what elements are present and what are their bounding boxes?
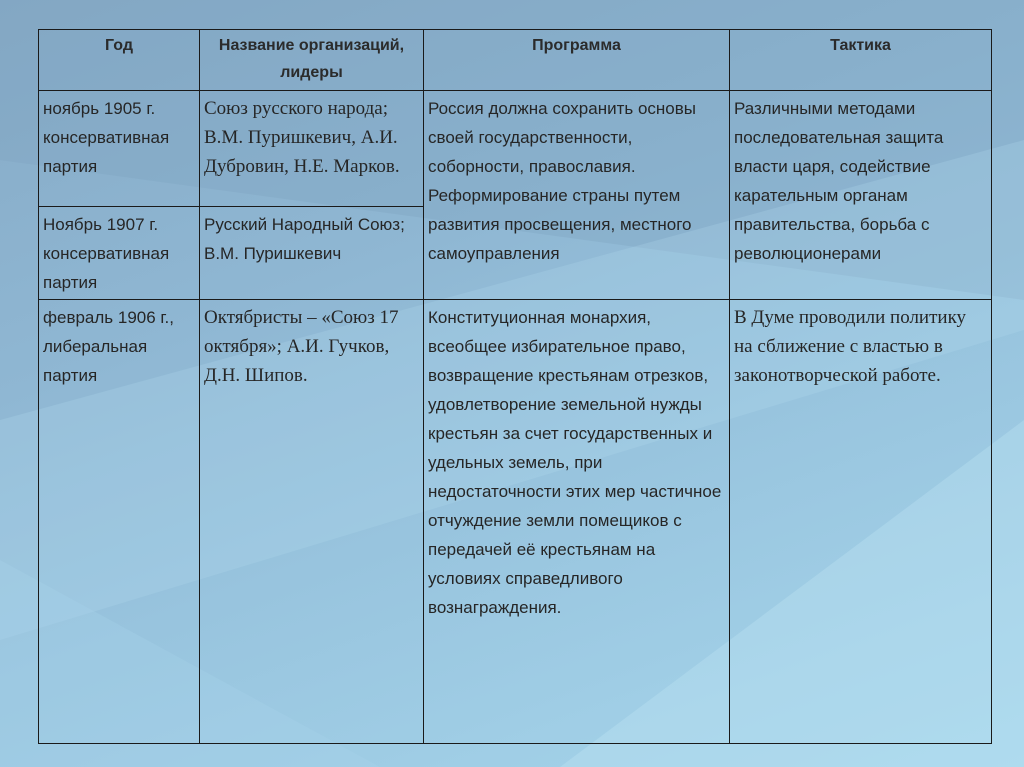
cell-year (39, 207, 200, 300)
cell-program (424, 300, 730, 744)
cell-program (424, 91, 730, 300)
cell-year-text: ноябрь 1905 г. консервативная партия (43, 99, 170, 176)
table-row (39, 300, 992, 744)
cell-year (39, 300, 200, 744)
cell-program-text: Конституционная монархия, всеобщее избирательное право, возвращение крестьянам отрезков, удовлетворение земельной нужды крестьян за счет государственных и удельных земель, при недостаточности этих мер частичное отчуждение земли помещиков с передачей её крестьянам на условиях справедливого вознаграждения. (428, 308, 722, 617)
header-year: Год (39, 30, 200, 91)
cell-organization-text: Союз русского народа; В.М. Пуришкевич, А.И. Дубровин, Н.Е. Марков. (204, 98, 400, 177)
cell-tactics-text: Различными методами последовательная защита власти царя, содействие карательным органам правительства, борьба с революционерами (734, 99, 944, 263)
cell-year-text: февраль 1906 г., либеральная партия (43, 308, 174, 385)
cell-organization (200, 91, 424, 207)
header-row (39, 30, 992, 91)
cell-tactics-text: В Думе проводили политику на сближение с властью в законотворческой работе. (734, 307, 967, 386)
cell-tactics (730, 300, 992, 744)
header-program: Программа (424, 30, 730, 91)
cell-program-text: Россия должна сохранить основы своей государственности, соборности, православия. Реформирование страны путем развития просвещения, местного самоуправления (428, 99, 696, 263)
cell-year (39, 91, 200, 207)
cell-tactics (730, 91, 992, 300)
header-tactics: Тактика (730, 30, 992, 91)
cell-year-text: Ноябрь 1907 г. консервативная партия (43, 215, 170, 292)
table-row (39, 91, 992, 207)
header-organization: Название организаций, лидеры (200, 30, 424, 91)
cell-organization (200, 207, 424, 300)
cell-organization-text: Октябристы – «Союз 17 октября»; А.И. Гучков, Д.Н. Шипов. (204, 307, 399, 386)
cell-organization-text: Русский Народный Союз; В.М. Пуришкевич (204, 215, 405, 263)
cell-organization (200, 300, 424, 744)
parties-table (38, 29, 992, 744)
